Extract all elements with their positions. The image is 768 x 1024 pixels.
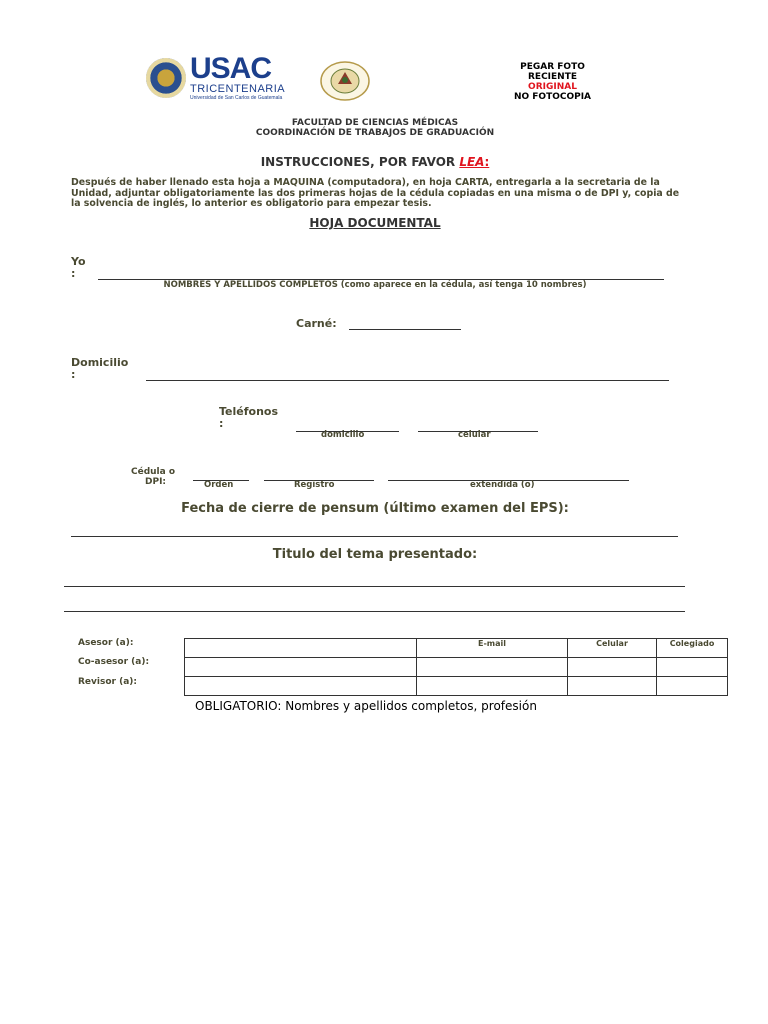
- phone-home-caption: domicilio: [321, 430, 365, 440]
- celular-header-cell: Celular: [568, 639, 657, 658]
- photo-instructions: [495, 62, 610, 102]
- email-header-cell: E-mail: [417, 639, 568, 658]
- mandatory-note: OBLIGATORIO: Nombres y apellidos completos, profesión: [195, 699, 537, 713]
- table-row: [185, 658, 728, 677]
- coasesor-celular-cell[interactable]: [568, 658, 657, 677]
- document-title: HOJA DOCUMENTAL: [309, 216, 441, 230]
- revisor-email-cell[interactable]: [417, 677, 568, 696]
- asesor-name-cell[interactable]: [185, 639, 417, 658]
- photo-line-4: NO FOTOCOPIA: [513, 92, 592, 102]
- registro-caption: Registro: [294, 480, 335, 490]
- extendida-caption: extendida (o): [470, 480, 535, 490]
- yo-colon: :: [71, 267, 76, 280]
- dpi-label: DPI:: [145, 477, 167, 487]
- revisor-name-cell[interactable]: [185, 677, 417, 696]
- instructions-paragraph: Después de haber llenado esta hoja a MAQUINA (computadora), en hoja CARTA, entregarla a la secretaria de la Unidad, adjuntar obligatoriamente las dos primeras hojas de la cédula copiadas en una misma o de DPI y, copia de la solvencia de inglés, lo anterior es obligatorio para empezar tesis.: [71, 177, 680, 209]
- coasesor-name-cell[interactable]: [185, 658, 417, 677]
- revisor-label: Revisor (a):: [78, 677, 137, 687]
- orden-caption: Orden: [204, 480, 234, 490]
- cedula-label: Cédula o: [131, 467, 176, 477]
- telefonos-label: Teléfonos: [219, 405, 279, 418]
- coasesor-email-cell[interactable]: [417, 658, 568, 677]
- coasesor-colegiado-cell[interactable]: [657, 658, 728, 677]
- coasesor-label: Co-asesor (a):: [78, 657, 150, 667]
- titulo-field-line-2[interactable]: [64, 611, 685, 612]
- university-logo-text: Universidad de San Carlos de Guatemala: [190, 95, 283, 101]
- telefonos-colon: :: [219, 417, 224, 430]
- titulo-field-line-1[interactable]: [64, 586, 685, 587]
- yo-label: Yo: [71, 255, 86, 268]
- titulo-label: Titulo del tema presentado:: [272, 547, 478, 562]
- colegiado-header-cell: Colegiado: [657, 639, 728, 658]
- instructions-title-suffix: :: [484, 155, 490, 169]
- carne-label: Carné:: [296, 317, 337, 330]
- photo-line-2: RECIENTE: [528, 72, 577, 82]
- instructions-title-emphasis: LEA: [459, 155, 485, 169]
- phone-cell-caption: celular: [458, 430, 491, 440]
- tricentenaria-logo-text: TRICENTENARIA: [190, 83, 286, 95]
- table-row: [185, 639, 728, 658]
- instructions-title: [0, 155, 750, 169]
- fecha-label: Fecha de cierre de pensum (último examen del EPS):: [181, 501, 569, 516]
- table-row: [185, 677, 728, 696]
- asesor-label: Asesor (a):: [78, 638, 134, 648]
- photo-line-1: PEGAR FOTO: [520, 62, 585, 72]
- usac-logo-text: USAC: [190, 52, 272, 85]
- faculty-heading: FACULTAD DE CIENCIAS MÉDICAS: [291, 118, 459, 128]
- faculty-seal-logo: [318, 60, 372, 102]
- carne-field-line[interactable]: [349, 329, 461, 330]
- fecha-field-line[interactable]: [71, 536, 678, 537]
- domicilio-label: Domicilio: [71, 356, 129, 369]
- revisor-celular-cell[interactable]: [568, 677, 657, 696]
- names-caption: NOMBRES Y APELLIDOS COMPLETOS (como aparece en la cédula, así tenga 10 nombres): [163, 280, 587, 290]
- photo-line-3: ORIGINAL: [528, 82, 577, 92]
- university-seal-logo: [146, 58, 186, 98]
- domicilio-colon: :: [71, 368, 76, 381]
- domicilio-field-line[interactable]: [146, 380, 669, 381]
- instructions-title-prefix: INSTRUCCIONES, POR FAVOR: [260, 155, 460, 169]
- revisor-colegiado-cell[interactable]: [657, 677, 728, 696]
- coordination-heading: COORDINACIÓN DE TRABAJOS DE GRADUACIÓN: [255, 128, 495, 138]
- advisors-table: [184, 638, 728, 696]
